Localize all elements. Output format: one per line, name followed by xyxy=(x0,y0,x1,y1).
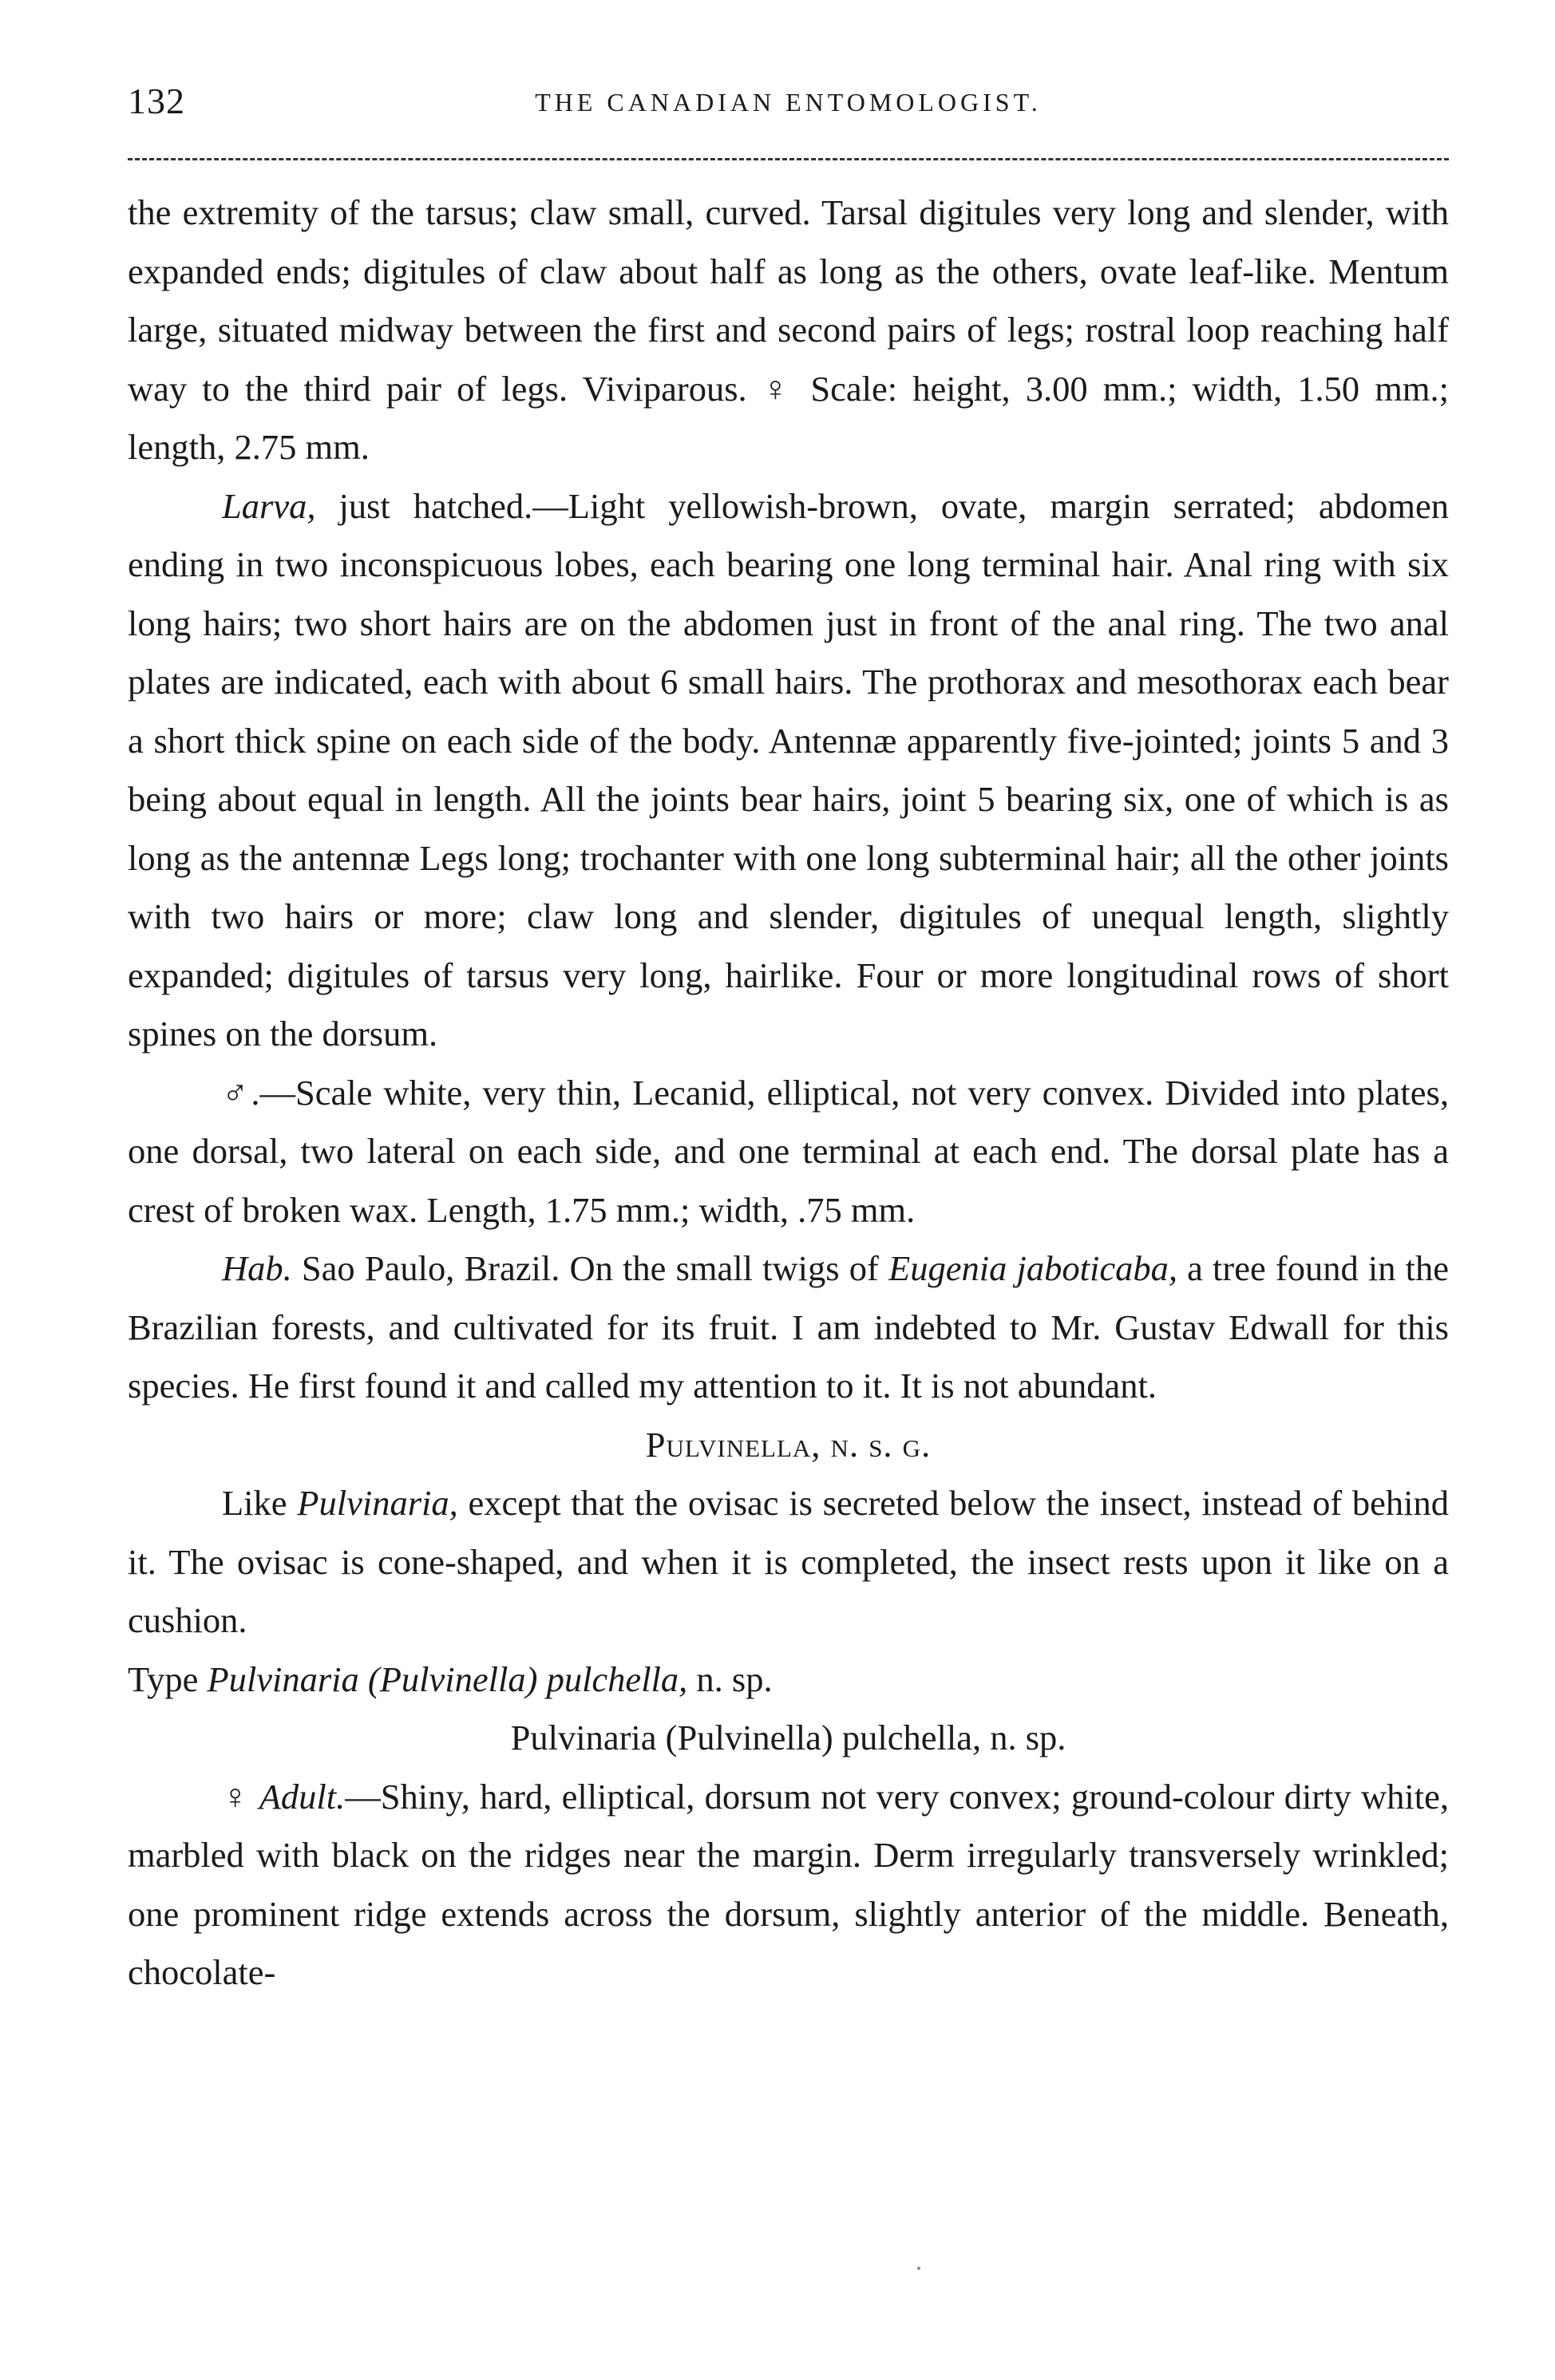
paragraph-male: ♂.—Scale white, very thin, Lecanid, elliptical, not very convex. Divided into plates, one dorsal, two lateral on each side, and one terminal at each end. The dorsal plate has a crest of broken wax. Length, 1.75 mm.; width, .75 mm. xyxy=(128,1072,1449,1230)
page xyxy=(128,77,1450,1992)
body-text xyxy=(128,184,1449,2002)
running-head: THE CANADIAN ENTOMOLOGIST. xyxy=(535,88,1042,117)
genus-desc-lead: Like xyxy=(222,1483,298,1523)
paragraph-genus-description xyxy=(128,1474,1449,1651)
type-species: Pulvinaria (Pulvinella) pulchella, xyxy=(207,1658,688,1699)
habitat-text-a: Sao Paulo, Brazil. On the small twigs of xyxy=(291,1248,889,1288)
species-heading: Pulvinaria (Pulvinella) pulchella, n. sp. xyxy=(510,1718,1066,1757)
page-number: 132 xyxy=(128,81,185,121)
paragraph-larva xyxy=(128,477,1449,1064)
adult-label: Adult. xyxy=(259,1776,346,1817)
paragraph-description-continued: the extremity of the tarsus; claw small, curved. Tarsal digitules very long and slender, with expanded ends; digitules of claw about half as long as the others, ovate leaf-like. Mentum large, situated midway between the first and second pairs of legs; rostral loop reaching half way to the third pair of legs. Viviparous. ♀ Scale: height, 3.00 mm.; width, 1.50 mm.; length, 2.75 mm. xyxy=(128,192,1449,467)
paragraph-type xyxy=(128,1651,1449,1710)
larva-label: Larva, xyxy=(222,485,316,526)
page-speck xyxy=(917,2267,920,2270)
larva-text: just hatched.—Light yellowish-brown, ovate, margin serrated; abdomen ending in two inconspicuous lobes, each bearing one long terminal hair. Anal ring with six long hairs; two short hairs are on the abdomen just in front of the anal ring. The two anal plates are indicated, each with about 6 small hairs. The prothorax and mesothorax each bear a short thick spine on each side of the body. Antennæ apparently five-jointed; joints 5 and 3 being about equal in length. All the joints bear hairs, joint 5 bearing six, one of which is as long as the antennæ Legs long; trochanter with one long subterminal hair; all the other joints with two hairs or more; claw long and slender, digitules of unequal length, slightly expanded; digitules of tarsus very long, hairlike. Four or more longitudinal rows of short spines on the dorsum. xyxy=(128,485,1449,1054)
female-symbol: ♀ xyxy=(222,1776,259,1817)
host-species: Eugenia jaboticaba, xyxy=(888,1248,1177,1288)
header-rule xyxy=(128,158,1449,160)
habitat-label: Hab. xyxy=(222,1248,292,1288)
adult-text: —Shiny, hard, elliptical, dorsum not very convex; ground-colour dirty white, marbled with black on the ridges near the margin. Derm irregularly transversely wrinkled; one prominent ridge extends across the dorsum, slightly anterior of the middle. Beneath, chocolate- xyxy=(128,1776,1450,1992)
genus-compare: Pulvinaria, xyxy=(297,1483,458,1523)
paragraph-adult xyxy=(128,1768,1449,2002)
page-header xyxy=(128,77,1449,132)
genus-desc-text: except that the ovisac is secreted below the insect, instead of behind it. The ovisac is cone-shaped, and when it is completed, the insect rests upon it like on a cushion. xyxy=(128,1483,1449,1640)
habitat-text-b: a tree found in the Brazilian forests, and cultivated for its fruit. I am indebted to Mr. Gustav Edwall for this species. He first found it and called my attention to it. It is not abundant. xyxy=(128,1248,1450,1405)
type-lead: Type xyxy=(128,1658,208,1699)
genus-heading: Pulvinella, n. s. g. xyxy=(645,1424,932,1465)
type-rest: n. sp. xyxy=(687,1658,773,1699)
paragraph-habitat xyxy=(128,1239,1449,1416)
